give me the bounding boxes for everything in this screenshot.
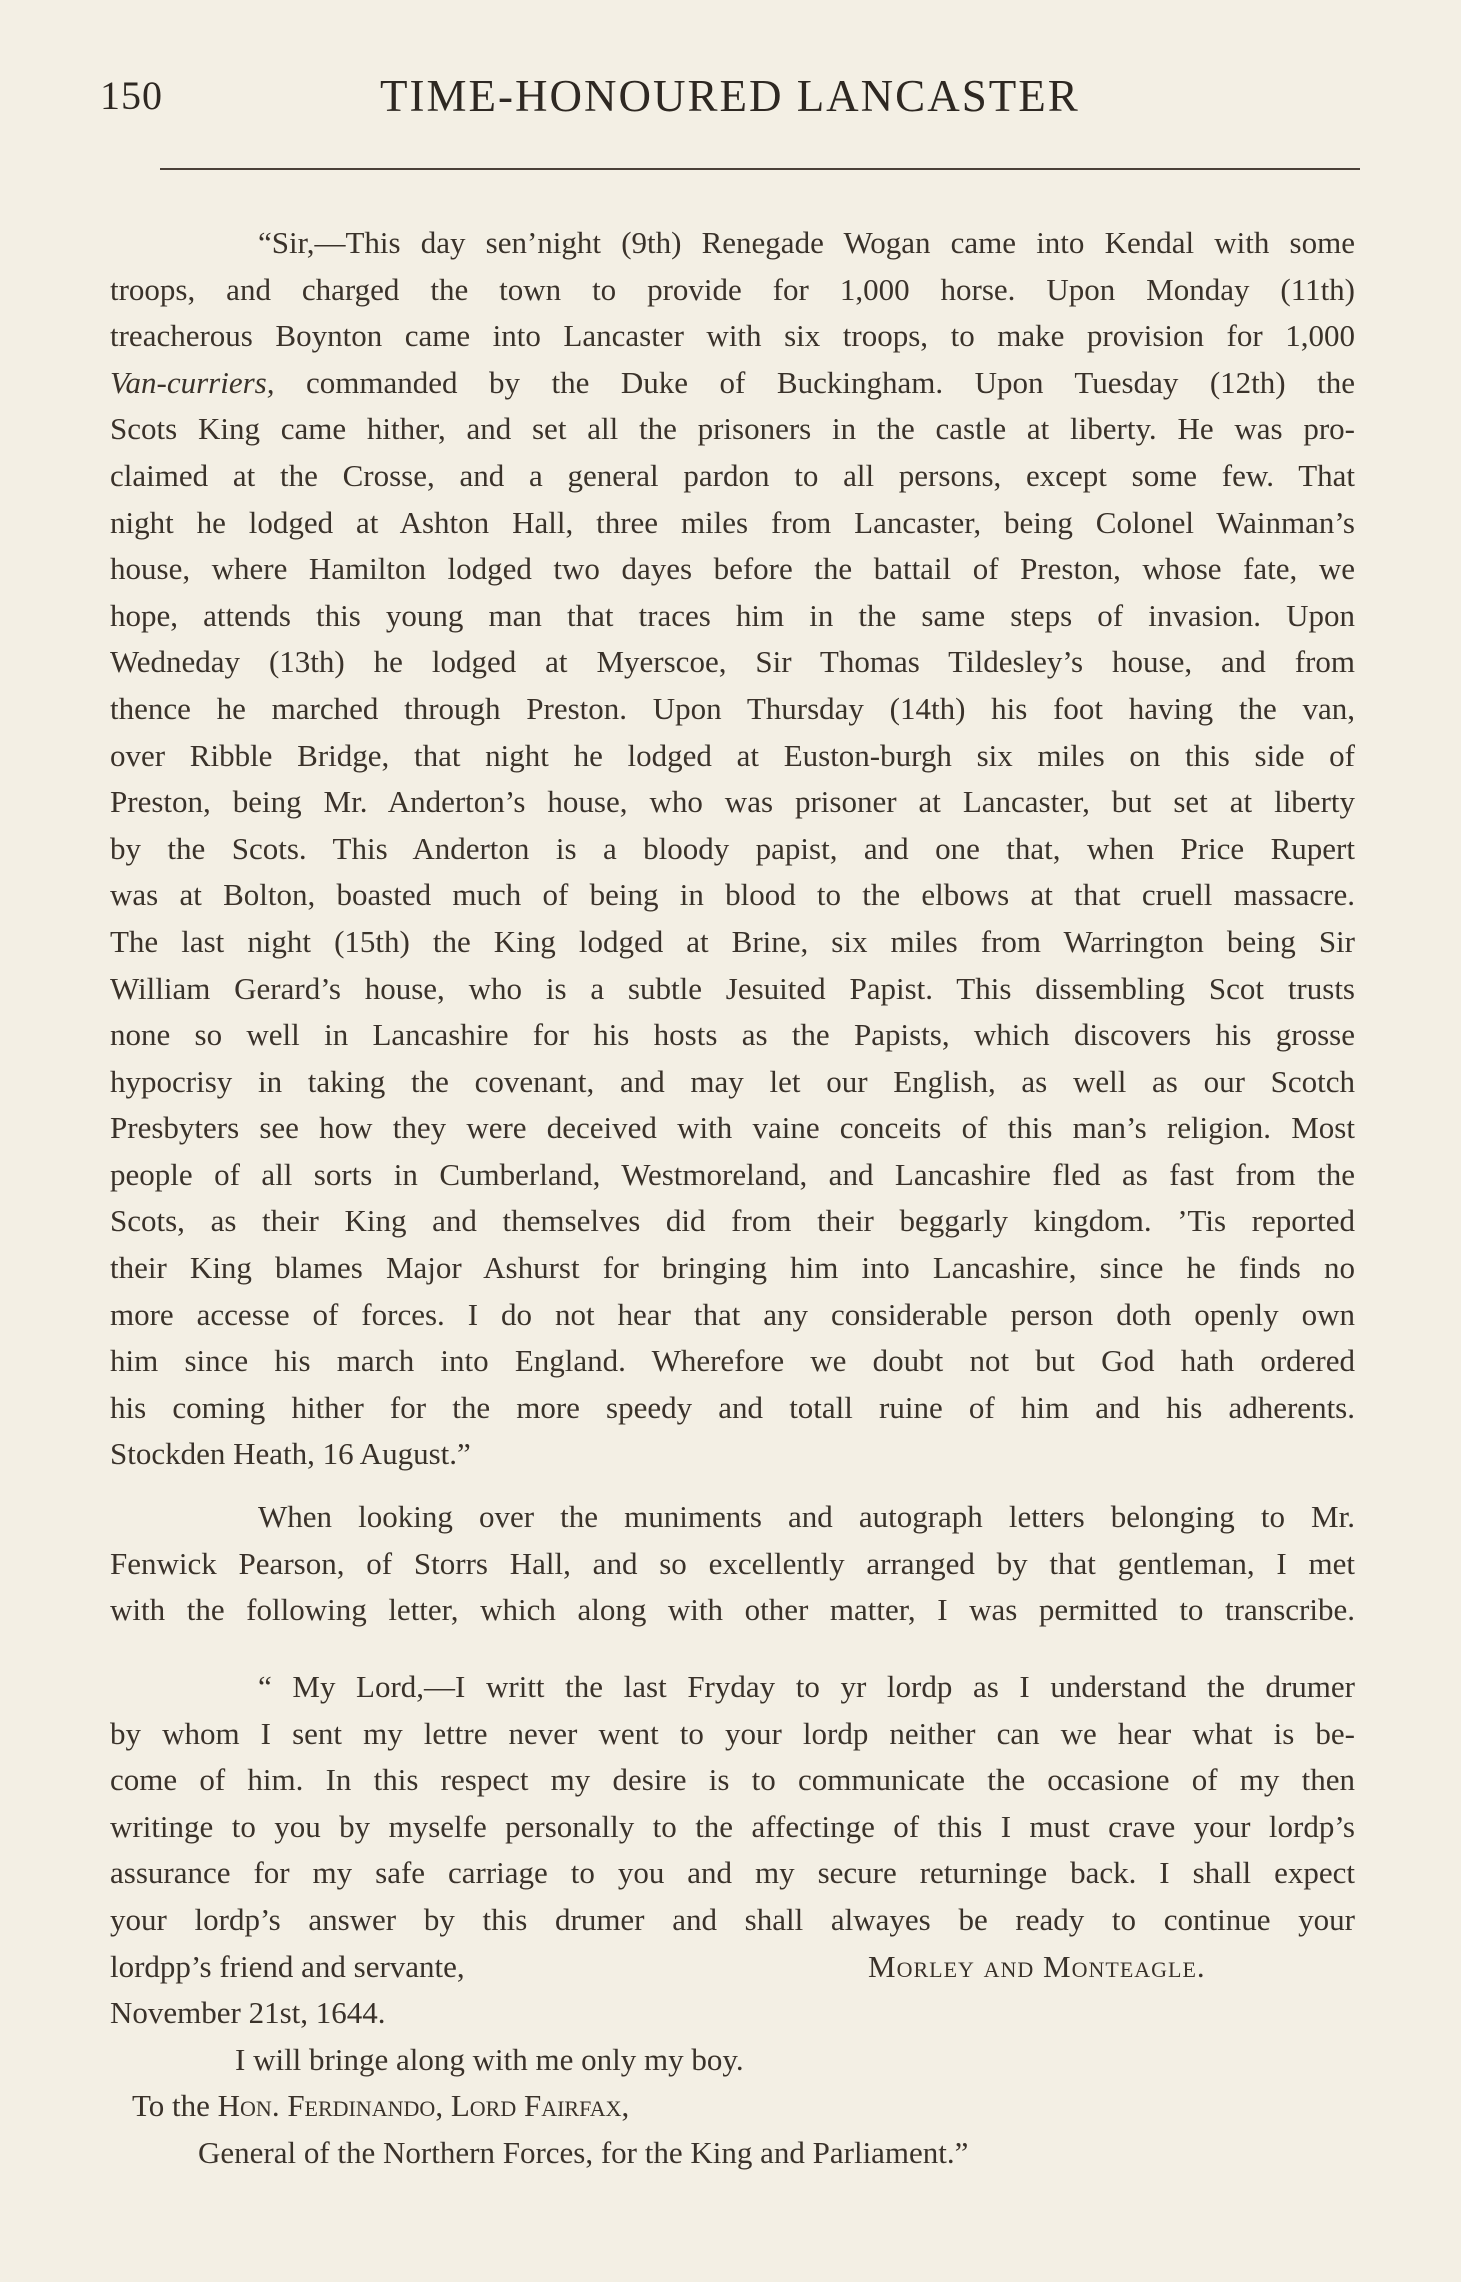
text-line: thence he marched through Preston. Upon Thursday (14th) his foot having the van, bbox=[110, 690, 1355, 726]
text-line: troops, and charged the town to provide for 1,000 horse. Upon Monday (11th) bbox=[110, 271, 1355, 307]
text-line: claimed at the Crosse, and a general pardon to all persons, except some few. That bbox=[110, 457, 1355, 493]
text-line: people of all sorts in Cumberland, Westmoreland, and Lancashire fled as fast from the bbox=[110, 1156, 1355, 1192]
text-line: “ My Lord,—I writt the last Fryday to yr lordp as I understand the drumer bbox=[258, 1669, 1355, 1704]
page-number: 150 bbox=[100, 73, 163, 118]
address-line-2: General of the Northern Forces, for the King and Parliament.” bbox=[198, 2134, 969, 2170]
text-line: house, where Hamilton lodged two dayes before the battail of Preston, whose fate, we bbox=[110, 551, 1355, 587]
letter-paragraph-2 bbox=[110, 1664, 1355, 2177]
text-line: by whom I sent my lettre never went to your lordp neither can we hear what is be- bbox=[110, 1715, 1355, 1751]
letter-date: November 21st, 1644. bbox=[110, 1995, 386, 2031]
text-line: over Ribble Bridge, that night he lodged at Euston-burgh six miles on this side of bbox=[110, 737, 1355, 773]
text-line: When looking over the muniments and autograph letters belonging to Mr. bbox=[258, 1499, 1355, 1534]
text-line: hope, attends this young man that traces him in the same steps of invasion. Upon bbox=[110, 597, 1355, 633]
narrative-paragraph bbox=[110, 1494, 1355, 1634]
text-line bbox=[110, 360, 1355, 407]
address-line-1 bbox=[110, 2083, 1355, 2130]
header-rule bbox=[160, 168, 1360, 170]
text-line: treacherous Boynton came into Lancaster with six troops, to make provision for 1,000 bbox=[110, 318, 1355, 354]
running-head: TIME-HONOURED LANCASTER bbox=[380, 71, 1080, 121]
text-line: Fenwick Pearson, of Storrs Hall, and so excellently arranged by that gentleman, I met bbox=[110, 1545, 1355, 1581]
text-line: Scots King came hither, and set all the prisoners in the castle at liberty. He was pro- bbox=[110, 411, 1355, 447]
text-line: “Sir,—This day sen’night (9th) Renegade Wogan came into Kendal with some bbox=[258, 225, 1355, 260]
text-line: by the Scots. This Anderton is a bloody papist, and one that, when Price Rupert bbox=[110, 830, 1355, 866]
text-line: none so well in Lancashire for his hosts as the Papists, which discovers his grosse bbox=[110, 1017, 1355, 1053]
address-name: Hon. Ferdinando, Lord Fairfax, bbox=[217, 2088, 630, 2124]
text-line: Scots, as their King and themselves did from their beggarly kingdom. ’Tis reported bbox=[110, 1203, 1355, 1239]
postscript: I will bringe along with me only my boy. bbox=[235, 2041, 744, 2077]
text-fragment: commanded by the Duke of Buckingham. Upon Tuesday (12th) the bbox=[305, 364, 1355, 400]
text-line: Preston, being Mr. Anderton’s house, who was prisoner at Lancaster, but set at liberty bbox=[110, 784, 1355, 820]
closing-line bbox=[110, 1944, 1355, 1991]
address-prefix: To the bbox=[132, 2088, 210, 2124]
text-line: night he lodged at Ashton Hall, three miles from Lancaster, being Colonel Wainman’s bbox=[110, 504, 1355, 540]
text-line: writinge to you by myselfe personally to the affectinge of this I must crave your lordp’s bbox=[110, 1808, 1355, 1844]
text-line: with the following letter, which along with other matter, I was permitted to transcribe. bbox=[110, 1592, 1355, 1628]
text-line: hypocrisy in taking the covenant, and may let our English, as well as our Scotch bbox=[110, 1063, 1355, 1099]
italic-phrase: Van-curriers, bbox=[110, 364, 275, 400]
text-line: more accesse of forces. I do not hear that any considerable person doth openly own bbox=[110, 1296, 1355, 1332]
text-line: him since his march into England. Wherefore we doubt not but God hath ordered bbox=[110, 1343, 1355, 1379]
text-line: assurance for my safe carriage to you and my secure returninge back. I shall expect bbox=[110, 1855, 1355, 1891]
signature: Morley and Monteagle. bbox=[868, 1948, 1206, 1984]
text-line: Stockden Heath, 16 August.” bbox=[110, 1436, 471, 1472]
letter-paragraph-1 bbox=[110, 220, 1355, 1478]
text-line: was at Bolton, boasted much of being in blood to the elbows at that cruell massacre. bbox=[110, 877, 1355, 913]
text-line: William Gerard’s house, who is a subtle Jesuited Papist. This dissembling Scot trusts bbox=[110, 970, 1355, 1006]
text-line: come of him. In this respect my desire is to communicate the occasione of my then bbox=[110, 1762, 1355, 1798]
text-line: The last night (15th) the King lodged at Brine, six miles from Warrington being Sir bbox=[110, 923, 1355, 959]
closing-text: lordpp’s friend and servante, bbox=[110, 1948, 465, 1984]
text-line: Wedneday (13th) he lodged at Myerscoe, Sir Thomas Tildesley’s house, and from bbox=[110, 644, 1355, 680]
text-line: Presbyters see how they were deceived with vaine conceits of this man’s religion. Most bbox=[110, 1110, 1355, 1146]
text-line: his coming hither for the more speedy and totall ruine of him and his adherents. bbox=[110, 1389, 1355, 1425]
text-line: your lordp’s answer by this drumer and shall alwayes be ready to continue your bbox=[110, 1901, 1355, 1937]
text-line: their King blames Major Ashurst for bringing him into Lancashire, since he finds no bbox=[110, 1250, 1355, 1286]
